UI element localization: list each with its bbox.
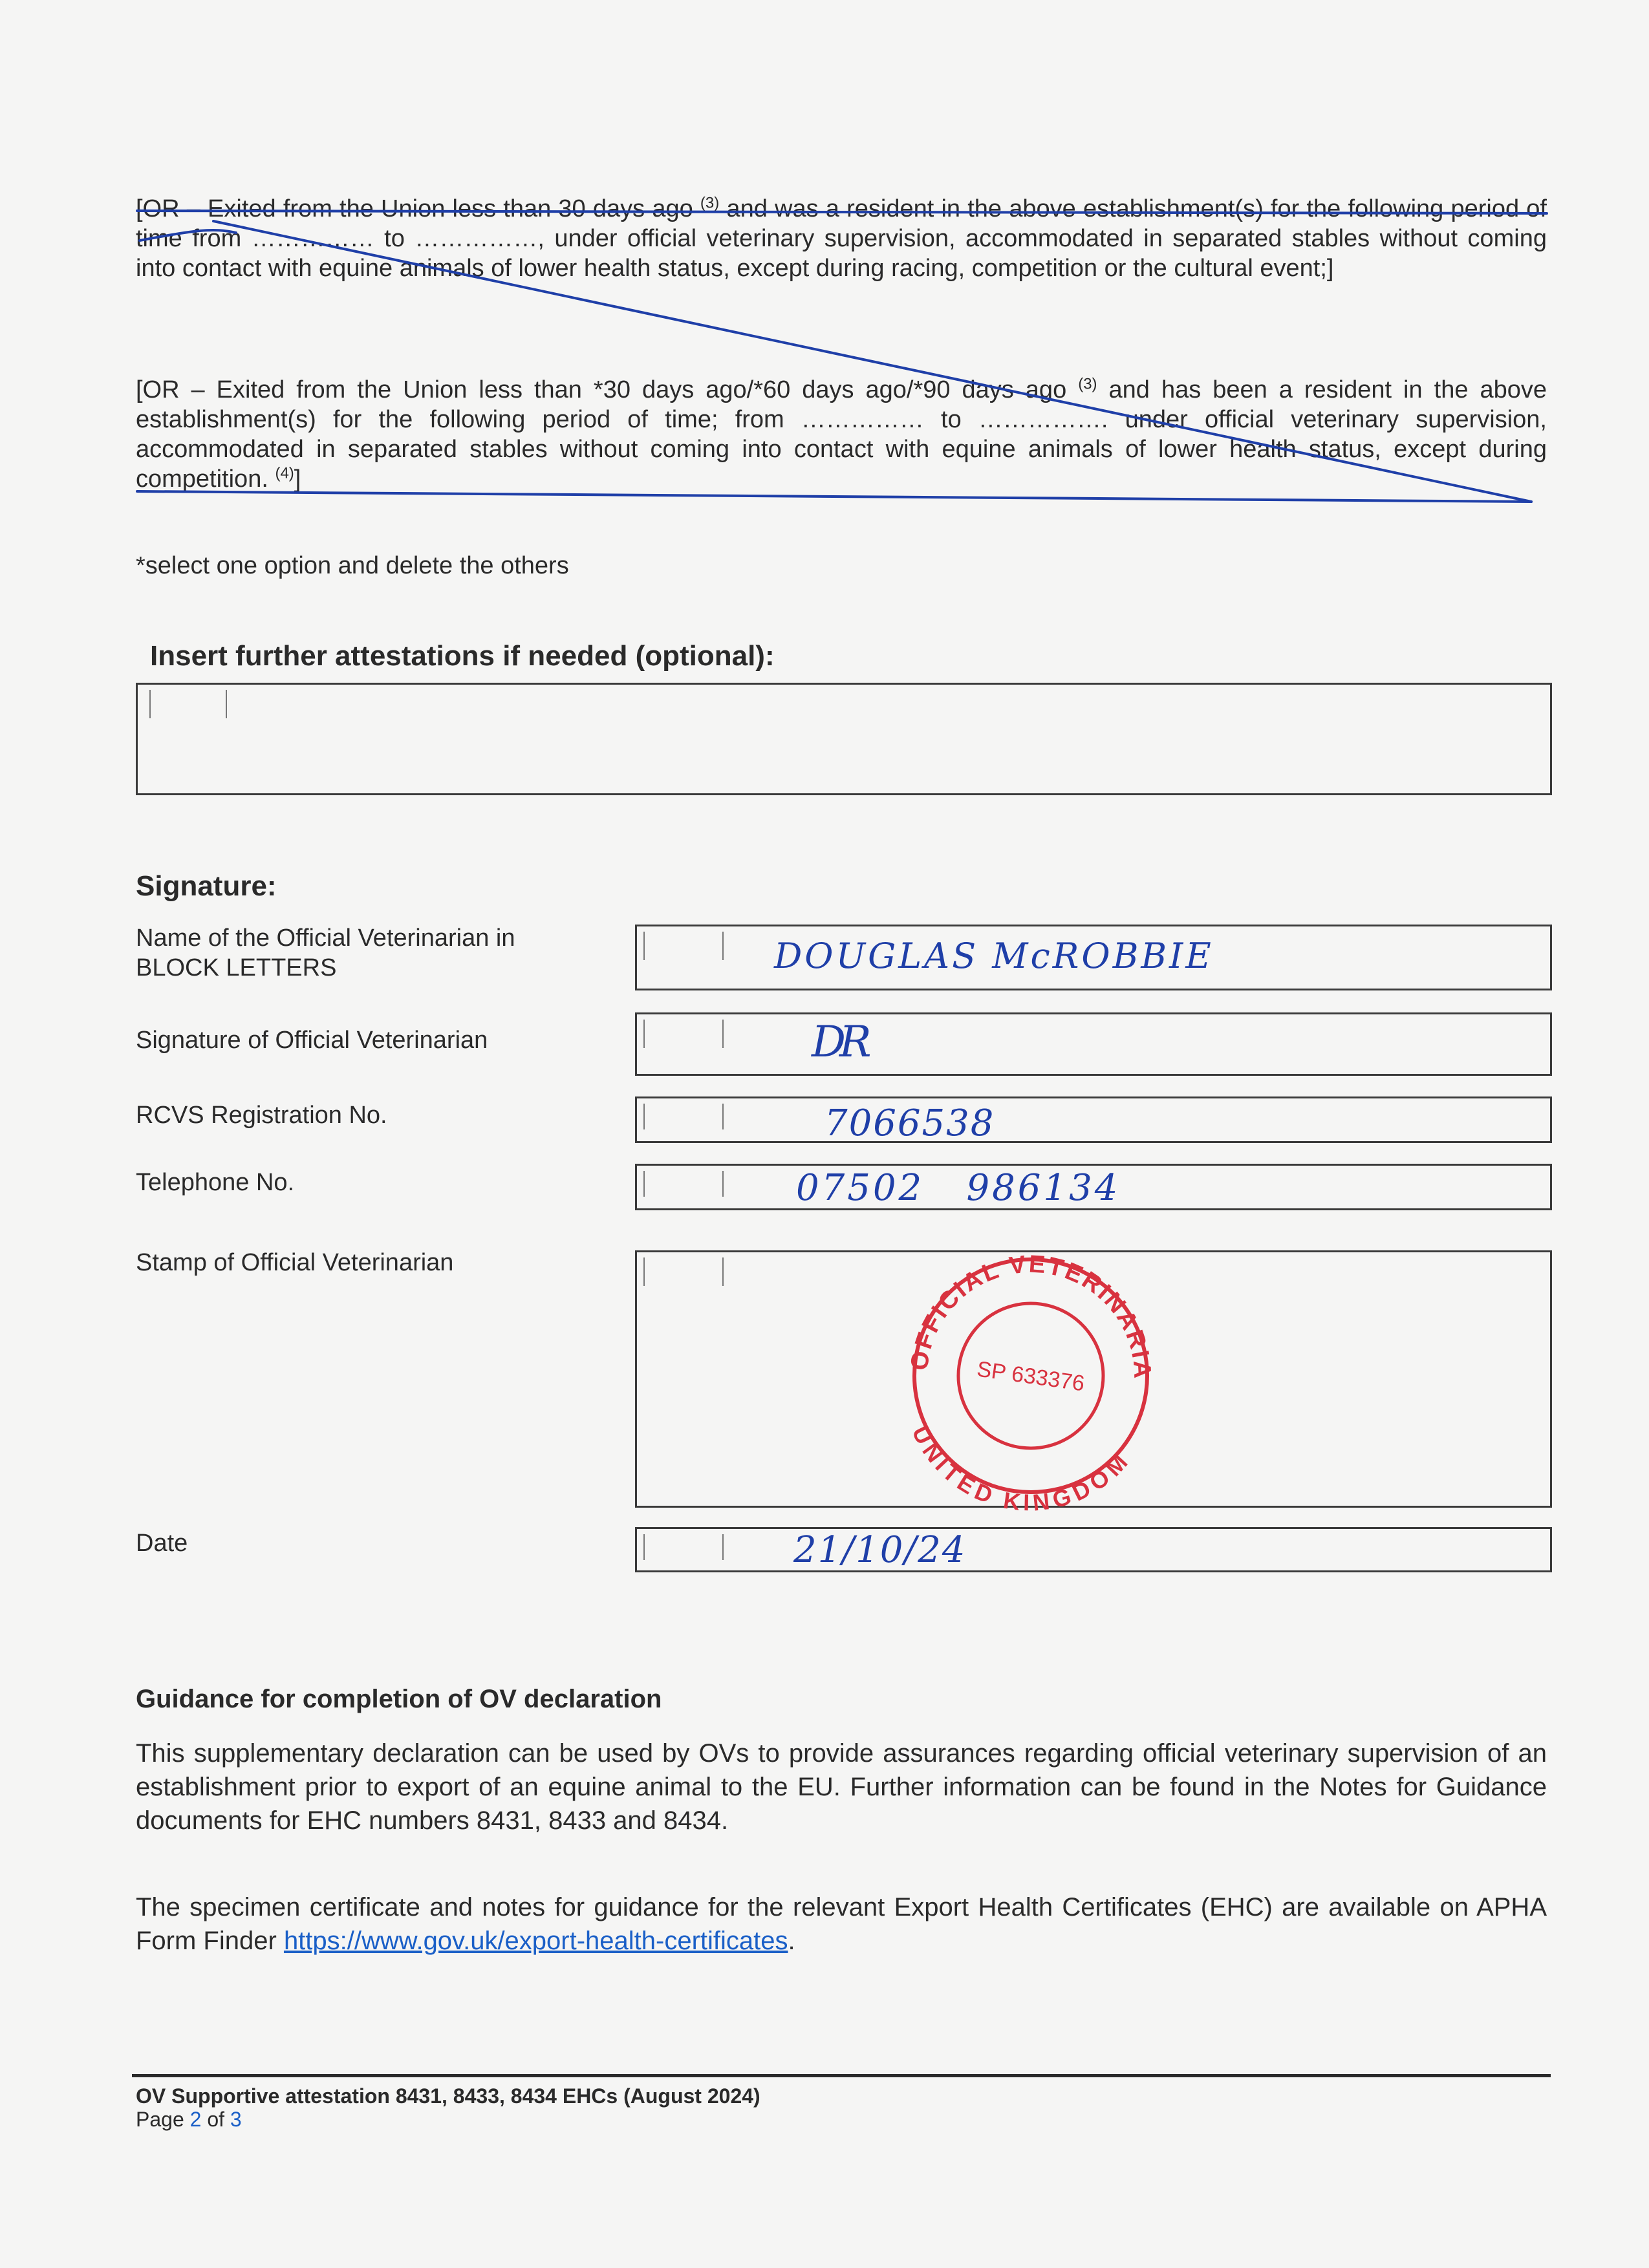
box-tick bbox=[722, 1020, 724, 1048]
export-health-certificates-link[interactable]: https://www.gov.uk/export-health-certificates bbox=[283, 1927, 788, 1955]
footer-title: OV Supportive attestation 8431, 8433, 8434 EHCs (August 2024) bbox=[136, 2084, 760, 2108]
date-label: Date bbox=[136, 1530, 188, 1557]
box-tick bbox=[722, 1104, 724, 1129]
telephone-field[interactable] bbox=[635, 1164, 1552, 1210]
footer-rule bbox=[132, 2074, 1551, 2077]
telephone-value: 07502 986134 bbox=[796, 1167, 1121, 1209]
rcvs-label: RCVS Registration No. bbox=[136, 1102, 387, 1129]
footer-page-current: 2 bbox=[189, 2108, 202, 2131]
signature-field[interactable] bbox=[635, 1012, 1552, 1076]
box-tick bbox=[722, 1171, 724, 1197]
stamp-bottom-text: UNITED KINGDOM bbox=[907, 1421, 1134, 1516]
guidance-paragraph-2-text: The specimen certificate and notes for guidance for the relevant Export Health Certificates (EHC) are available on APHA Form Finder bbox=[136, 1893, 1547, 1955]
signature-value: DR bbox=[812, 1017, 865, 1067]
option-b-paragraph bbox=[136, 375, 1547, 494]
guidance-heading: Guidance for completion of OV declaration bbox=[136, 1685, 662, 1713]
box-tick bbox=[722, 1257, 724, 1286]
box-tick bbox=[643, 1104, 645, 1129]
stamp-label: Stamp of Official Veterinarian bbox=[136, 1249, 454, 1276]
guidance-paragraph-1: This supplementary declaration can be used by OVs to provide assurances regarding official veterinary supervision of an establishment prior to export of an equine animal to the EU. Further information can be found in the Notes for Guidance documents for EHC numbers 8431, 8433 and 8434. bbox=[136, 1739, 1547, 1835]
box-tick bbox=[722, 1534, 724, 1560]
box-tick bbox=[643, 1257, 645, 1286]
footer-page-total: 3 bbox=[230, 2108, 242, 2131]
footer-page-number bbox=[136, 2106, 242, 2132]
box-tick bbox=[643, 1020, 645, 1048]
stamp-field[interactable] bbox=[635, 1250, 1552, 1508]
further-attestations-box[interactable] bbox=[136, 683, 1552, 795]
footer-page-word: Page bbox=[136, 2108, 190, 2131]
option-b-footnote-2: (4) bbox=[275, 464, 294, 482]
rcvs-value: 7066538 bbox=[824, 1102, 995, 1144]
name-label: Name of the Official Veterinarian in BLOCK LETTERS bbox=[136, 925, 515, 981]
option-a-text-1: [OR – Exited from the Union less than 30 days ago bbox=[136, 195, 700, 222]
option-a-footnote: (3) bbox=[700, 194, 720, 212]
signature-heading: Signature: bbox=[136, 870, 277, 902]
name-value: DOUGLAS McROBBIE bbox=[774, 936, 1214, 976]
option-b-text-3: ] bbox=[294, 465, 301, 493]
telephone-label: Telephone No. bbox=[136, 1169, 295, 1196]
stamp-top-text: OFFICIAL VETERINARIAN bbox=[905, 1250, 1156, 1381]
rcvs-field[interactable] bbox=[635, 1097, 1552, 1143]
box-tick bbox=[643, 1171, 645, 1197]
option-b-text-1: [OR – Exited from the Union less than *30 days ago/*60 days ago/*90 days ago bbox=[136, 376, 1079, 403]
option-a-paragraph bbox=[136, 194, 1547, 283]
box-tick bbox=[149, 690, 151, 718]
name-field[interactable] bbox=[635, 925, 1552, 990]
box-tick bbox=[643, 1534, 645, 1560]
further-attestations-heading: Insert further attestations if needed (optional): bbox=[150, 640, 775, 672]
box-tick bbox=[722, 932, 724, 960]
signature-label: Signature of Official Veterinarian bbox=[136, 1027, 488, 1054]
select-option-note: *select one option and delete the others bbox=[136, 552, 569, 579]
box-tick bbox=[226, 690, 227, 718]
option-b-text-2: and has been a resident in the above establishment(s) for the following period of time; from …………… to ……………. under official veterinary supervision, accommodated in separated stables without coming into contact with equine animals of lower health status, except during competition. bbox=[136, 376, 1547, 493]
option-b-footnote-1: (3) bbox=[1078, 375, 1097, 393]
date-value: 21/10/24 bbox=[793, 1529, 967, 1571]
stamp-center-text: SP 633376 bbox=[975, 1356, 1086, 1396]
footer-page-of: of bbox=[201, 2108, 230, 2131]
box-tick bbox=[643, 932, 645, 960]
guidance-paragraph-2 bbox=[136, 1890, 1547, 1958]
date-field[interactable] bbox=[635, 1527, 1552, 1572]
guidance-paragraph-2-end: . bbox=[788, 1927, 795, 1955]
option-a-text-2: and was a resident in the above establishment(s) for the following period of time from …………… to ……………, under official veterinary supervision, accommodated in separated stables without coming into contact with equine animals of lower health status, except during racing, competition or the cultural event;] bbox=[136, 195, 1547, 282]
